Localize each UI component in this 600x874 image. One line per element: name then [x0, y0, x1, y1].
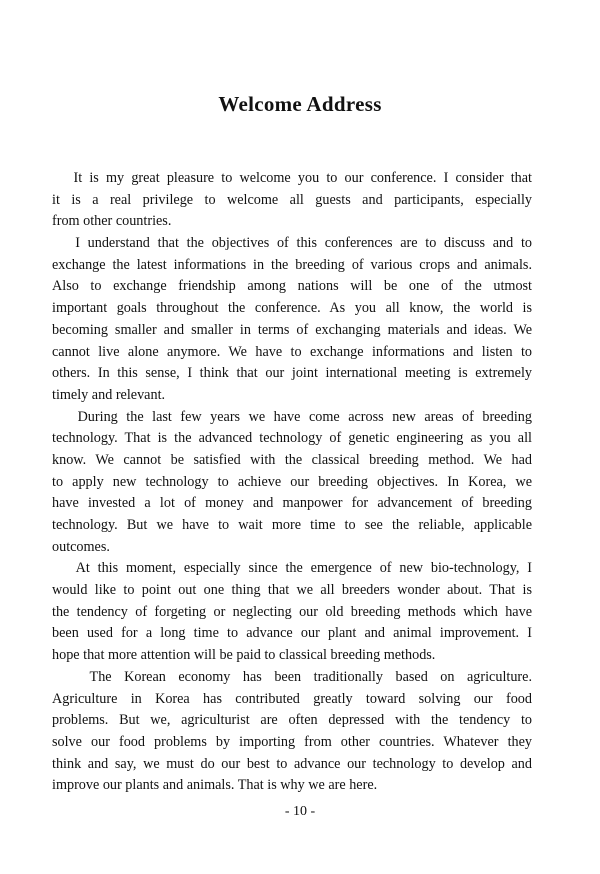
text-line: from other countries. [52, 213, 172, 230]
text-line: outcomes. [52, 538, 110, 555]
text-line: the tendency of forgeting or neglecting our old breeding methods which have [52, 603, 532, 620]
text-line: It is my great pleasure to welcome you to our conference. I consider that [52, 170, 532, 186]
document-title: Welcome Address [218, 92, 382, 116]
text-line: to apply new technology to achieve our breeding objectives. In Korea, we [52, 473, 532, 490]
text-line: technology. But we have to wait more time to see the reliable, applicable [52, 517, 532, 533]
text-line: hope that more attention will be paid to classical breeding methods. [52, 647, 436, 664]
paragraph-1 [52, 168, 532, 233]
paragraph-2 [52, 233, 532, 407]
text-line: timely and relevant. [52, 386, 166, 403]
text-line: solve our food problems by importing from other countries. Whatever they [52, 733, 532, 750]
text-line: I understand that the objectives of this conferences are to discuss and to [52, 235, 532, 252]
text-line: During the last few years we have come across new areas of breeding [52, 408, 532, 425]
paragraph-4 [52, 558, 532, 666]
text-line: been used for a long time to advance our plant and animal improvement. I [52, 625, 532, 642]
text-line: problems. But we, agriculturist are often depressed with the tendency to [52, 712, 532, 729]
paragraph-5 [52, 667, 532, 797]
text-line: others. In this sense, I think that our joint international meeting is extremely [52, 365, 532, 382]
text-line: At this moment, especially since the emergence of new bio-technology, I [52, 560, 532, 577]
page-number: - 10 - [284, 804, 316, 819]
paragraph-3 [52, 407, 532, 559]
text-line: it is a real privilege to welcome all guests and participants, especially [52, 191, 532, 208]
text-line: exchange the latest informations in the breeding of various crops and animals. [52, 256, 532, 273]
text-line: think and say, we must do our best to advance our technology to develop and [52, 755, 532, 772]
text-line: important goals throughout the conference. As you all know, the world is [52, 300, 532, 317]
text-line: Agriculture in Korea has contributed greatly toward solving our food [52, 690, 532, 707]
text-line: Also to exchange friendship among nations will be one of the utmost [52, 278, 532, 295]
text-line: would like to point out one thing that we all breeders wonder about. That is [52, 582, 532, 599]
text-line: have invested a lot of money and manpower for advancement of breeding [52, 495, 532, 512]
text-line: becoming smaller and smaller in terms of exchanging materials and ideas. We [52, 321, 532, 338]
text-line: The Korean economy has been traditionally based on agriculture. [52, 668, 532, 685]
document-body [52, 168, 532, 797]
text-line: improve our plants and animals. That is why we are here. [52, 777, 378, 794]
text-line: cannot live alone anymore. We have to exchange informations and listen to [52, 343, 532, 360]
text-line: technology. That is the advanced technology of genetic engineering as you all [52, 430, 532, 447]
text-line: know. We cannot be satisfied with the classical breeding method. We had [52, 451, 532, 468]
